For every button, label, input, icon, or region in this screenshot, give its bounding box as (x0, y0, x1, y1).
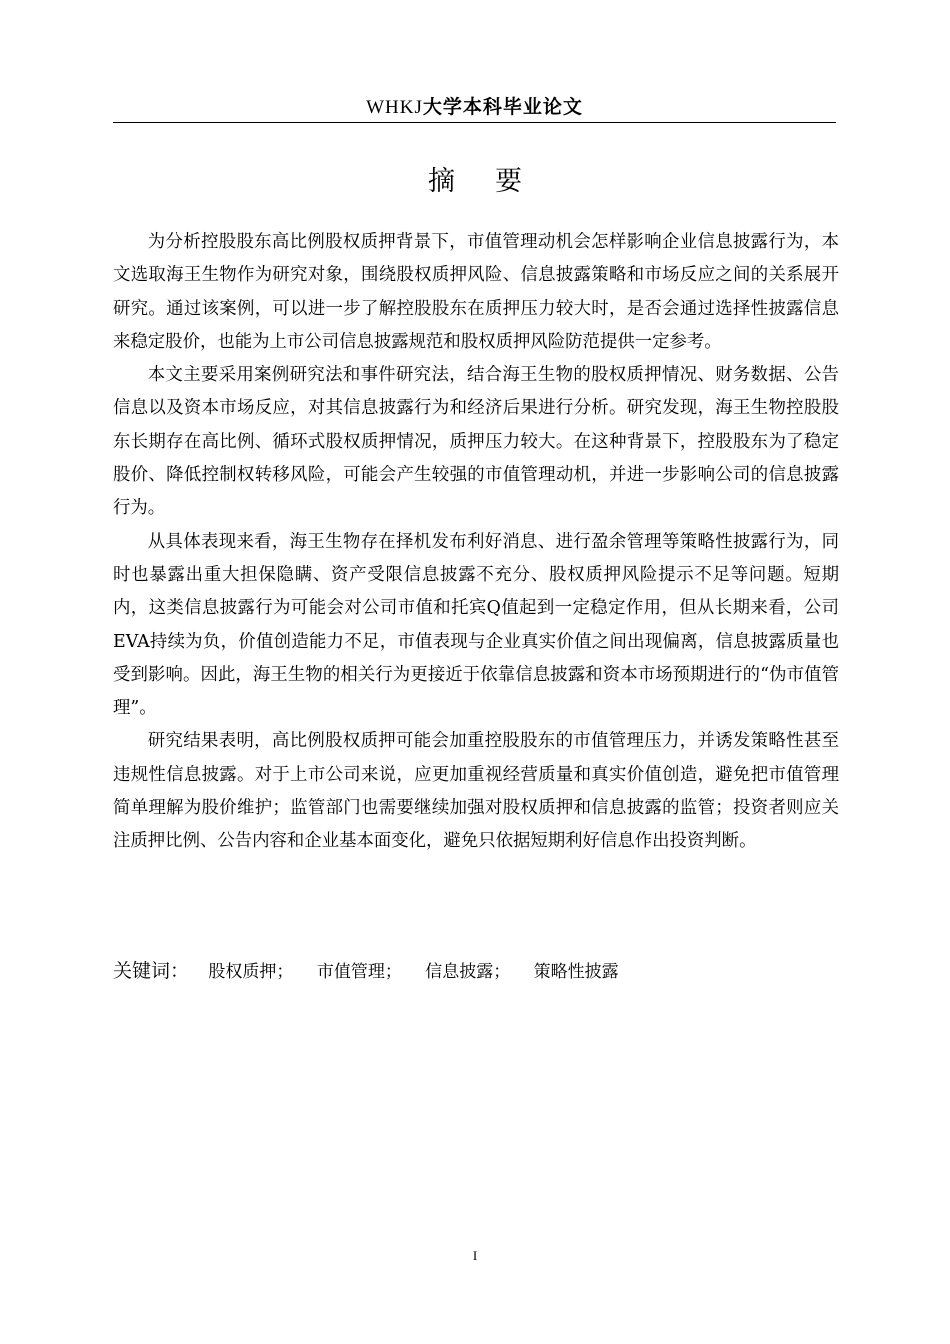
page-header (113, 92, 836, 123)
keyword-item: 股权质押； (208, 962, 294, 982)
abstract-paragraph-4: 研究结果表明，高比例股权质押可能会加重控股股东的市值管理压力，并诱发策略性甚至违规性信息披露。对于上市公司来说，应更加重视经营质量和真实价值创造，避免把市值管理简单理解为股价维护；监管部门也需要继续加强对股权质押和信息披露的监管；投资者则应关注质押比例、公告内容和企业基本面变化，避免只依据短期利好信息作出投资判断。 (113, 731, 839, 852)
abstract-paragraph-1: 为分析控股股东高比例股权质押背景下，市值管理动机会怎样影响企业信息披露行为，本文选取海王生物作为研究对象，围绕股权质押风险、信息披露策略和市场反应之间的关系展开研究。通过该案例，可以进一步了解控股股东在质押压力较大时，是否会通过选择性披露信息来稳定股价，也能为上市公司信息披露规范和股权质押风险防范提供一定参考。 (113, 232, 839, 352)
keyword-item: 策略性披露 (533, 962, 619, 982)
header-text (366, 96, 583, 118)
abstract-paragraph-3: 从具体表现来看，海王生物存在择机发布利好消息、进行盈余管理等策略性披露行为，同时也暴露出重大担保隐瞒、资产受限信息披露不充分、股权质押风险提示不足等问题。短期内，这类信息披露行为可能会对公司市值和托宾Q值起到一定稳定作用，但从长期来看，公司EVA持续为负，价值创造能力不足，市值表现与企业真实价值之间出现偏离，信息披露质量也受到影响。因此，海王生物的相关行为更接近于依靠信息披露和资本市场预期进行的“伪市值管理”。 (113, 531, 839, 719)
keywords-line (113, 955, 839, 988)
abstract-body (113, 226, 839, 859)
abstract-heading: 摘要 (428, 166, 562, 197)
page-number: I (472, 1248, 478, 1263)
abstract-paragraph-2: 本文主要采用案例研究法和事件研究法，结合海王生物的股权质押情况、财务数据、公告信息以及资本市场反应，对其信息披露行为和经济后果进行分析。研究发现，海王生物控股股东长期存在高比例、循环式股权质押情况，质押压力较大。在这种背景下，控股股东为了稳定股价、降低控制权转移风险，可能会产生较强的市值管理动机，并进一步影响公司的信息披露行为。 (113, 365, 839, 519)
keyword-item: 市值管理； (316, 962, 402, 982)
header-title: 大学本科毕业论文 (422, 96, 583, 118)
header-brand: WHKJ (366, 97, 423, 118)
keyword-item: 信息披露； (425, 962, 511, 982)
keywords-label: 关键词： (113, 960, 190, 982)
